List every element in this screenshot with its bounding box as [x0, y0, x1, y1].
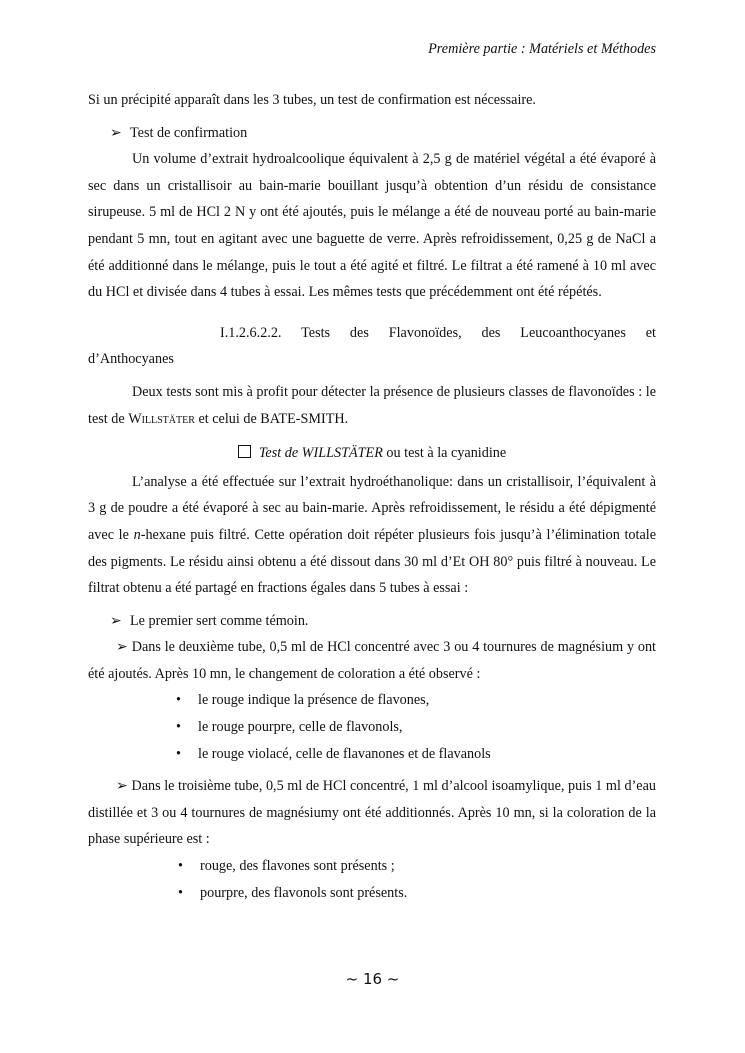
bullet-icon: •: [178, 884, 183, 901]
paragraph-flavonoid-tests: [88, 379, 656, 432]
list-item-text: rouge, des flavones sont présents ;: [200, 858, 395, 875]
analysis-text-end: -hexane puis filtré. Cette opération doit répéter plusieurs fois jusqu’à l’élimination totale des pigments. Le résidu ainsi obtenu a été dissout dans 30 ml d’Et OH 80° puis filtré à nouveau. Le filtrat obtenu a été partagé en fractions égales dans 5 tubes à essai :: [88, 526, 656, 597]
bullet-list-upper-phase: [88, 853, 656, 906]
confirmation-test-item: [88, 120, 656, 147]
subheading-rest: ou test à la cyanidine: [386, 445, 507, 462]
running-header: Première partie : Matériels et Méthodes: [428, 41, 656, 57]
arrow-bullet-icon: ➢: [116, 639, 128, 656]
tube-item-1-text: Le premier sert comme témoin.: [130, 612, 309, 629]
tube-item-2-text: Dans le deuxième tube, 0,5 ml de HCl concentré avec 3 ou 4 tournures de magnésium y ont été ajoutés. Après 10 mn, le changement de coloration a été observé :: [88, 639, 656, 682]
list-item-text: le rouge pourpre, celle de flavonols,: [198, 719, 403, 736]
list-item-text: pourpre, des flavonols sont présents.: [200, 884, 408, 901]
bullet-icon: •: [176, 745, 181, 762]
bullet-icon: •: [176, 692, 181, 709]
bullet-icon: •: [178, 858, 183, 875]
subheading-willstater: [88, 440, 656, 467]
page-number: ~ 16 ~: [345, 970, 400, 988]
list-item: [88, 741, 656, 768]
checkbox-icon: [238, 445, 251, 458]
arrow-bullet-icon: ➢: [110, 124, 122, 141]
bullet-icon: •: [176, 719, 181, 736]
willstater-name: Willstäter: [128, 410, 195, 427]
n-prefix: n: [133, 526, 141, 543]
paragraph-precipitate: Si un précipité apparaît dans les 3 tubes, un test de confirmation est nécessaire.: [88, 92, 536, 108]
subheading-italic: Test de WILLSTÄTER: [258, 445, 383, 462]
list-item: [88, 687, 656, 714]
list-item: [88, 714, 656, 741]
tube-item-1: [88, 608, 656, 635]
tube-item-3: [88, 773, 656, 853]
flavonoid-tests-text-end: et celui de BATE-SMITH.: [198, 410, 349, 427]
paragraph-analysis: [88, 469, 656, 602]
section-heading-continued: d’Anthocyanes: [88, 351, 174, 368]
arrow-bullet-icon: ➢: [110, 612, 122, 629]
list-item: [88, 853, 656, 880]
tube-item-3-text: Dans le troisième tube, 0,5 ml de HCl concentré, 1 ml d’alcool isoamylique, puis 1 ml d’eau distillée et 3 ou 4 tournures de magnésiumy ont été additionnés. Après 10 mn, si la coloration de la phase supérieure est :: [88, 778, 656, 848]
page-body: [88, 87, 656, 906]
paragraph-confirmation-procedure: Un volume d’extrait hydroalcoolique équivalent à 2,5 g de matériel végétal a été évaporé à sec dans un cristallisoir au bain-marie bouillant jusqu’à obtention d’un résidu de consistance sirupeuse. 5 ml de HCl 2 N y ont été ajoutés, puis le mélange a été de nouveau porté au bain-marie pendant 5 mn, tout en agitant avec une baguette de verre. Après refroidissement, 0,25 g de NaCl a été additionné dans le mélange, puis le tout a été agité et filtré. Le filtrat a été ramené à 10 ml avec du HCl et divisée dans 4 tubes à essai. Les mêmes tests que précédemment ont été répétés.: [88, 151, 656, 301]
tube-item-2: [88, 634, 656, 687]
analysis-text-start: L’analyse a été effectuée sur l’extrait hydroéthanolique: dans un cristallisoir, l’équivalent à 3 g de poudre a été évaporé à sec au bain-marie. Après refroidissement, le résidu a été dépigmenté avec le: [88, 473, 656, 543]
list-item-text: le rouge indique la présence de flavones,: [198, 692, 430, 709]
flavonoid-tests-text: Deux tests sont mis à profit pour détecter la présence de plusieurs classes de flavonoïdes : le test de: [88, 383, 656, 427]
list-item: [88, 880, 656, 907]
section-heading: I.1.2.6.2.2. Tests des Flavonoïdes, des Leucoanthocyanes et: [220, 324, 656, 341]
list-item-text: le rouge violacé, celle de flavanones et de flavanols: [198, 745, 491, 762]
arrow-bullet-icon: ➢: [116, 778, 128, 795]
bullet-list-colorations: [88, 687, 656, 767]
confirmation-test-title: Test de confirmation: [130, 124, 248, 141]
